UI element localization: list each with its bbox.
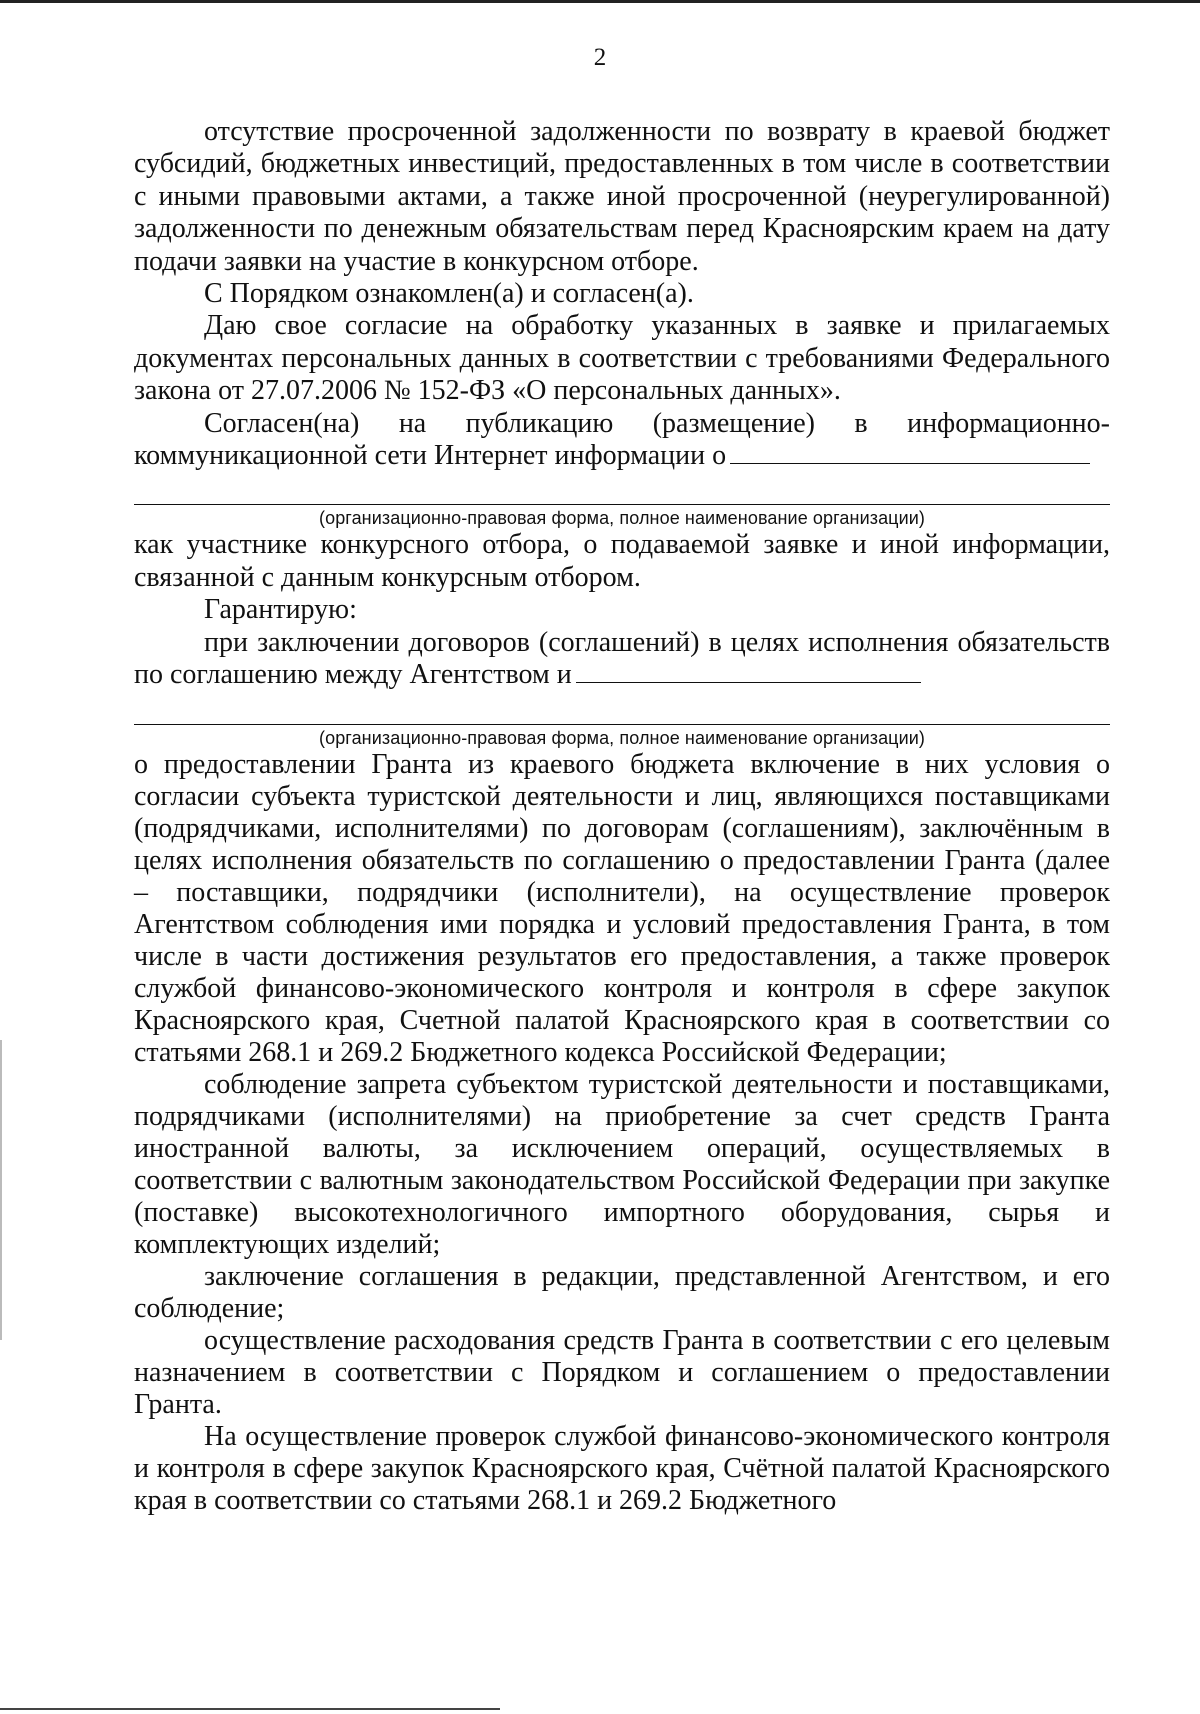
paragraph-personal-data-consent: Даю свое согласие на обработку указанных в заявке и прилагаемых документах персональных данных в соответствии с требованиями Федерального закона от 27.07.2006 № 152-ФЗ «О персональных данных». bbox=[134, 310, 1110, 407]
organization-name-line-1[interactable] bbox=[134, 504, 1110, 505]
paragraph-agreement-conclusion: заключение соглашения в редакции, представленной Агентством, и его соблюдение; bbox=[134, 1260, 1110, 1324]
organization-name-blank-2[interactable] bbox=[576, 660, 921, 683]
paragraph-guarantee-heading: Гарантирую: bbox=[204, 594, 357, 626]
publication-consent-text: Согласен(на) на публикацию (размещение) в информационно-коммуникационной сети Интернет информации о bbox=[134, 407, 1110, 472]
scan-top-edge bbox=[0, 0, 1200, 3]
scan-bottom-edge bbox=[0, 1708, 500, 1710]
organization-caption-1: (организационно-правовая форма, полное наименование организации) bbox=[318, 508, 925, 529]
paragraph-inspections: На осуществление проверок службой финансово-экономического контроля и контроля в сфере закупок Красноярского края, Счётной палатой Красноярского края в соответствии со статьями 268.1 и 269.2 Бюджетного bbox=[134, 1420, 1110, 1516]
document-body bbox=[134, 116, 1110, 1517]
paragraph-procedure-agreed: С Порядком ознакомлен(а) и согласен(а). bbox=[204, 278, 694, 310]
page-number: 2 bbox=[593, 44, 607, 71]
paragraph-participant-info: как участнике конкурсного отбора, о подаваемой заявке и иной информации, связанной с данным конкурсным отбором. bbox=[134, 529, 1110, 593]
paragraph-grant-spending: осуществление расходования средств Гранта в соответствии с его целевым назначением в соответствии с Порядком и соглашением о предоставлении Гранта. bbox=[134, 1324, 1110, 1420]
contracts-text: при заключении договоров (соглашений) в целях исполнения обязательств по соглашению между Агентством и bbox=[134, 626, 1110, 691]
scan-left-edge bbox=[0, 1040, 2, 1340]
paragraph-grant-conditions: о предоставлении Гранта из краевого бюджета включение в них условия о согласии субъекта туристской деятельности и лиц, являющихся поставщиками (подрядчиками, исполнителями) по договорам (соглашениям), заключённым в целях исполнения обязательств по соглашению о предоставлении Гранта (далее – поставщики, подрядчики (исполнители), на осуществление проверок Агентством соблюдения ими порядка и условий предоставления Гранта, в том числе в части достижения результатов его предоставления, а также проверок службой финансово-экономического контроля и контроля в сфере закупок Красноярского края, Счетной палатой Красноярского края в соответствии со статьями 268.1 и 269.2 Бюджетного кодекса Российской Федерации; bbox=[134, 748, 1110, 1068]
paragraph-no-debt: отсутствие просроченной задолженности по возврату в краевой бюджет субсидий, бюджетных инвестиций, предоставленных в том числе в соответствии с иными правовыми актами, а также иной просроченной (неурегулированной) задолженности по денежным обязательствам перед Красноярским краем на дату подачи заявки на участие в конкурсном отборе. bbox=[134, 116, 1110, 277]
organization-name-line-2[interactable] bbox=[134, 724, 1110, 725]
paragraph-publication-consent bbox=[134, 408, 1110, 473]
paragraph-currency-ban: соблюдение запрета субъектом туристской деятельности и поставщиками, подрядчиками (исполнителями) на приобретение за счет средств Гранта иностранной валюты, за исключением операций, осуществляемых в соответствии с валютным законодательством Российской Федерации при закупке (поставке) высокотехнологичного импортного оборудования, сырья и комплектующих изделий; bbox=[134, 1068, 1110, 1260]
paragraph-contracts bbox=[134, 627, 1110, 692]
organization-name-blank-1[interactable] bbox=[730, 441, 1090, 464]
organization-caption-2: (организационно-правовая форма, полное наименование организации) bbox=[318, 727, 925, 748]
